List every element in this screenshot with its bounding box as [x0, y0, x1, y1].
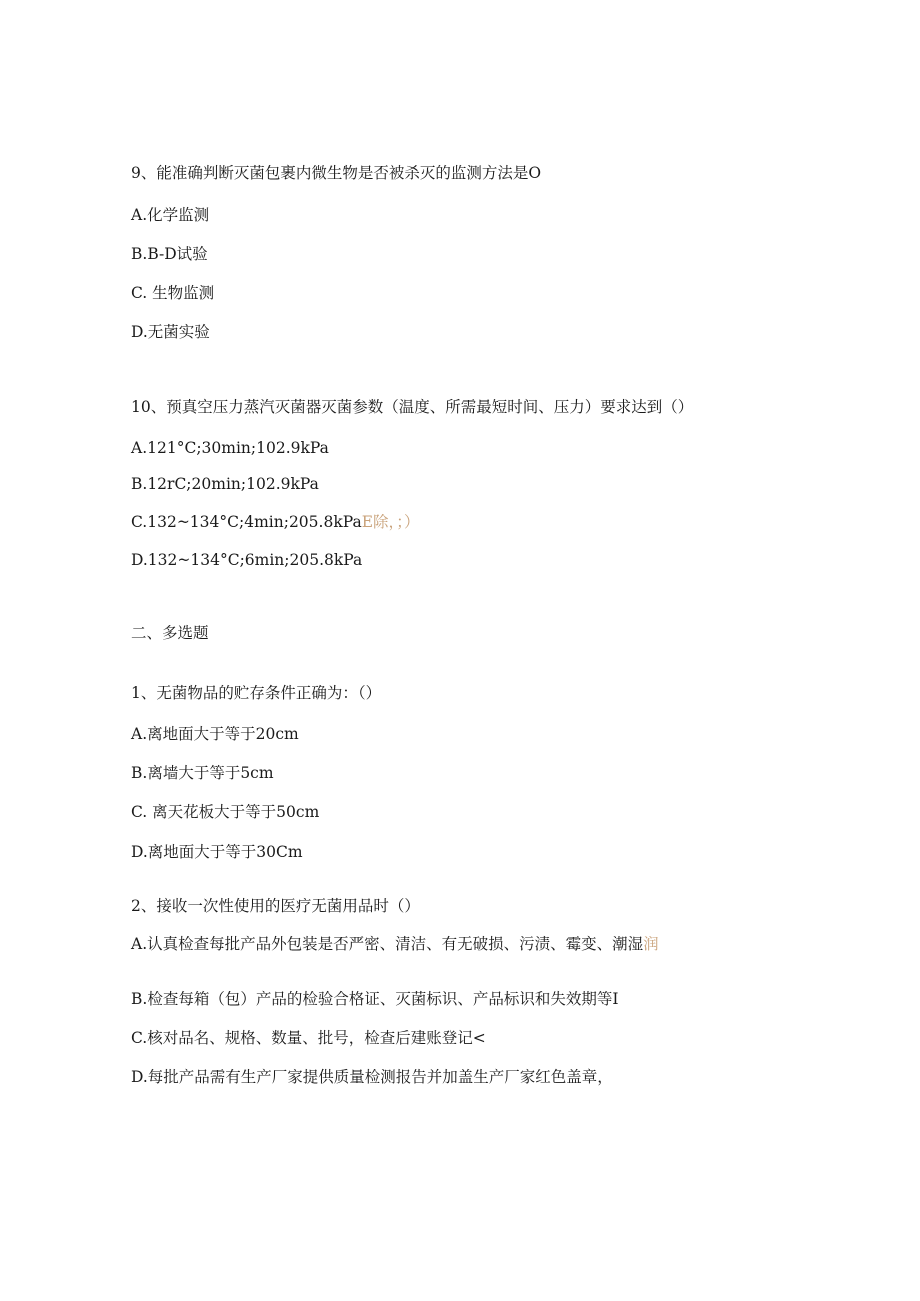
q9-option-d: D.无菌实验 [131, 323, 210, 341]
q9-option-b: B.B-D试验 [131, 245, 208, 263]
m2-option-a [131, 934, 659, 954]
q10-option-a: A.121°C;30min;102.9kPa [131, 439, 329, 457]
m2-option-a-suffix: 润 [643, 935, 659, 953]
m2-option-c: C.核对品名、规格、数量、批号，检查后建账登记< [131, 1029, 486, 1047]
m1-option-d: D.离地面大于等于30Cm [131, 843, 303, 861]
q10-option-c-text: C.132~134°C;4min;205.8kPa [131, 513, 362, 531]
m1-option-c: C. 离天花板大于等于50cm [131, 803, 320, 821]
m2-option-a-text: A.认真检查每批产品外包装是否严密、清洁、有无破损、污渍、霉变、潮湿 [131, 935, 644, 953]
q9-option-a: A.化学监测 [131, 206, 210, 224]
q10-option-c [131, 512, 420, 532]
m2-option-d: D.每批产品需有生产厂家提供质量检测报告并加盖生产厂家红色盖章， [131, 1068, 613, 1086]
m1-question: 1、无菌物品的贮存条件正确为：（） [131, 684, 382, 702]
q10-option-b: B.12rC;20min;102.9kPa [131, 475, 319, 493]
q10-option-c-suffix: E除，；） [361, 513, 420, 531]
q9-option-c: C. 生物监测 [131, 284, 215, 302]
m2-option-b: B.检查每箱（包）产品的检验合格证、灭菌标识、产品标识和失效期等I [131, 990, 619, 1008]
m1-option-b: B.离墙大于等于5cm [131, 764, 274, 782]
q10-option-d: D.132~134°C;6min;205.8kPa [131, 551, 363, 569]
section-title: 二、多选题 [131, 624, 209, 642]
q9-question: 9、能准确判断灭菌包裹内微生物是否被杀灭的监测方法是O [131, 164, 542, 182]
m1-option-a: A.离地面大于等于20cm [131, 725, 299, 743]
q10-question: 10、预真空压力蒸汽灭菌器灭菌参数（温度、所需最短时间、压力）要求达到（） [131, 398, 694, 416]
m2-question: 2、接收一次性使用的医疗无菌用品时（） [131, 897, 420, 915]
